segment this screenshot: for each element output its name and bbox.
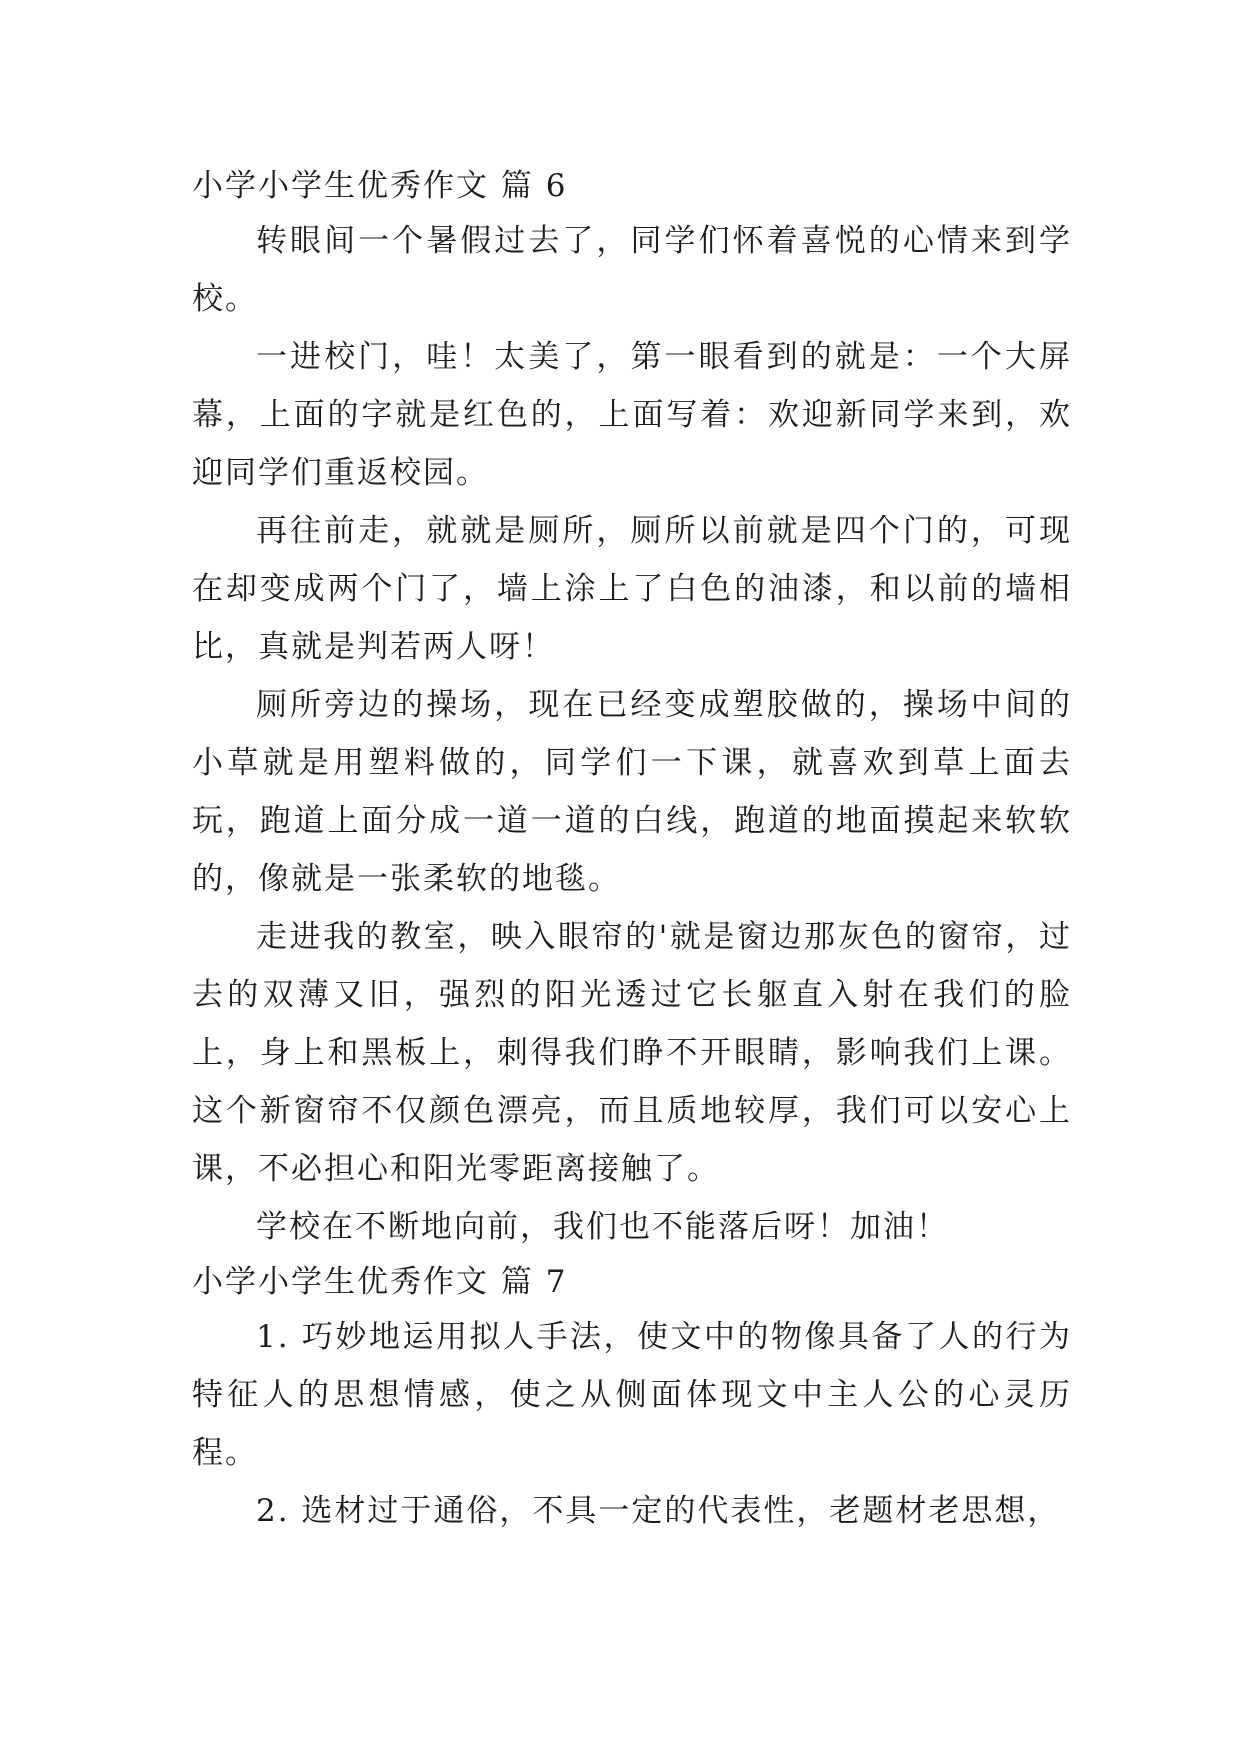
paragraph: 走进我的教室，映入眼帘的'就是窗边那灰色的窗帘，过去的双薄又旧，强烈的阳光透过它长躯直入射在我们的脸上，身上和黑板上，刺得我们睁不开眼睛，影响我们上课。这个新窗帘不仅颜色漂亮，而且质地较厚，我们可以安心上课，不必担心和阳光零距离接触了。: [192, 919, 1072, 1187]
paragraph: 厕所旁边的操场，现在已经变成塑胶做的，操场中间的小草就是用塑料做的，同学们一下课，就喜欢到草上面去玩，跑道上面分成一道一道的白线，跑道的地面摸起来软软的，像就是一张柔软的地毯。: [192, 687, 1072, 897]
section-heading-6: 小学小学生优秀作文 篇 6: [192, 168, 568, 204]
paragraph: 再往前走，就就是厕所，厕所以前就是四个门的，可现在却变成两个门了，墙上涂上了白色的油漆，和以前的墙相比，真就是判若两人呀！: [192, 513, 1072, 665]
paragraph: 转眼间一个暑假过去了，同学们怀着喜悦的心情来到学校。: [192, 223, 1072, 317]
paragraph: 一进校门，哇！太美了，第一眼看到的就是：一个大屏幕，上面的字就是红色的，上面写着：欢迎新同学来到，欢迎同学们重返校园。: [192, 339, 1072, 491]
paragraph: 2. 选材过于通俗，不具一定的代表性，老题材老思想，: [256, 1493, 1061, 1529]
section-heading-7: 小学小学生优秀作文 篇 7: [192, 1264, 568, 1300]
paragraph: 1. 巧妙地运用拟人手法，使文中的物像具备了人的行为特征人的思想情感，使之从侧面体现文中主人公的心灵历程。: [192, 1319, 1072, 1471]
document-body: [192, 160, 1072, 1540]
paragraph: 学校在不断地向前，我们也不能落后呀！加油！: [256, 1209, 949, 1245]
